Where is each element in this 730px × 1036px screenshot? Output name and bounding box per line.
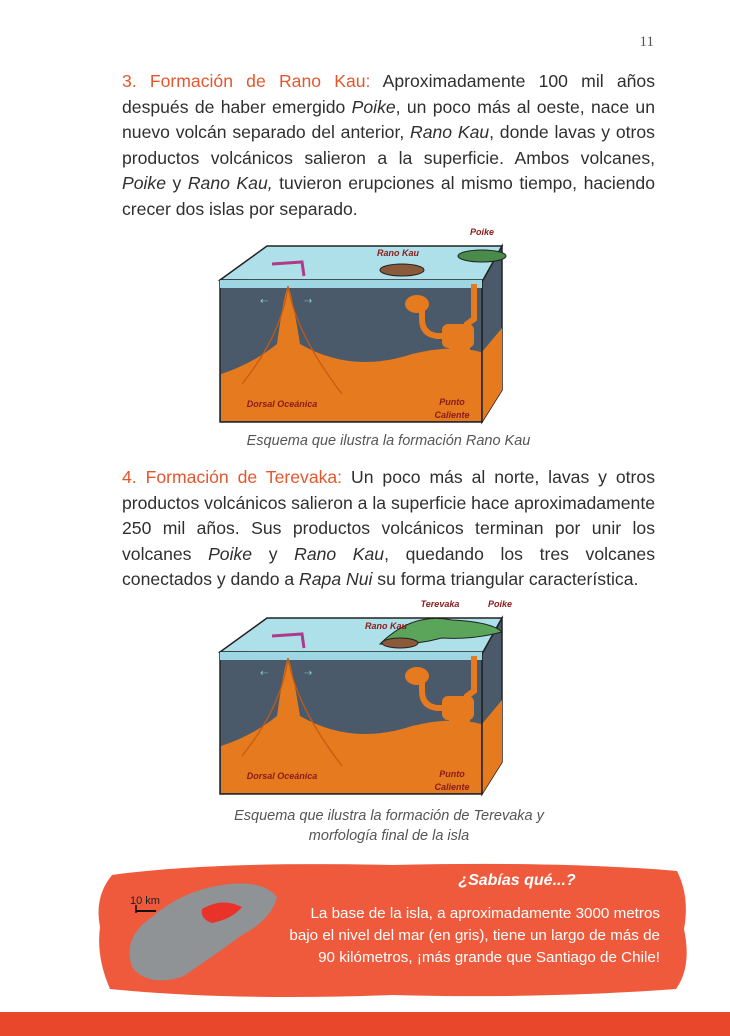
- diagram-1-caption: Esquema que ilustra la formación Rano Kau: [246, 433, 531, 449]
- label-poike: Poike: [487, 599, 512, 609]
- magma-chamber: [405, 295, 429, 313]
- section-4-paragraph: [122, 465, 655, 593]
- text-run: Un poco más al norte, lavas y otros productos volcánicos salieron a la superficie hace aproximadamente 250 mil años. Sus productos volcánicos terminan por unir los volcanes: [122, 467, 655, 564]
- label-caliente: Caliente: [434, 410, 470, 420]
- rano-kau-island: [380, 264, 424, 276]
- text-run: , un poco más al oeste, nace un nuevo volcán separado del anterior,: [122, 96, 655, 143]
- text-run: , donde lavas y otros productos volcánicos salieron a la superficie. Ambos volcanes,: [122, 122, 655, 168]
- text-run: y: [252, 543, 295, 564]
- diagram-2-caption: Esquema que ilustra la formación de Terevaka y morfología final de la isla: [234, 808, 544, 844]
- label-dorsal: Dorsal Oceánica: [246, 771, 318, 781]
- magma-reservoir: [442, 324, 474, 348]
- text-run-italic: Poike: [208, 543, 253, 564]
- magma-reservoir: [442, 696, 474, 720]
- terevaka-formation-diagram: [212, 596, 512, 801]
- rano-kau-island: [382, 638, 418, 648]
- section-3-heading: 3. Formación de Rano Kau:: [122, 71, 371, 91]
- text-run: , quedando los tres volcanes conectados y dando a: [122, 543, 655, 590]
- scale-label: 10 km: [130, 895, 160, 907]
- label-terevaka: Terevaka: [420, 599, 460, 609]
- text-run-italic: Poike: [122, 173, 167, 194]
- label-punto: Punto: [439, 397, 465, 407]
- arrow-right-icon: ⇢: [304, 668, 313, 679]
- label-rano-kau: Rano Kau: [364, 621, 408, 631]
- text-run: Aproximadamente 100 mil años después de haber emergido: [122, 71, 655, 117]
- bottom-bar: [0, 1012, 730, 1036]
- text-run: su forma triangular característica.: [372, 569, 639, 590]
- section-4-heading: 4. Formación de Terevaka:: [122, 467, 343, 487]
- did-you-know-box: [92, 857, 692, 1002]
- text-run: tuvieron erupciones al mismo tiempo, haciendo crecer dos islas por separado.: [122, 173, 655, 219]
- page-number: 11: [639, 34, 654, 50]
- text-run: y: [166, 173, 188, 194]
- text-run-italic: Rano Kau,: [187, 173, 273, 194]
- poike-island: [458, 250, 506, 262]
- label-poike: Poike: [469, 227, 495, 237]
- arrow-left-icon: ⇠: [260, 296, 269, 307]
- label-rano-kau: Rano Kau: [376, 248, 420, 258]
- arrow-left-icon: ⇠: [260, 668, 269, 679]
- arrow-right-icon: ⇢: [304, 296, 313, 307]
- water-layer: [220, 652, 482, 660]
- rano-kau-formation-diagram: [212, 224, 512, 429]
- label-dorsal: Dorsal Oceánica: [246, 399, 318, 409]
- text-run-italic: Poike: [351, 96, 396, 117]
- text-run-italic: Rapa Nui: [299, 569, 373, 590]
- label-caliente: Caliente: [434, 782, 470, 792]
- label-punto: Punto: [439, 769, 465, 779]
- water-surface: [220, 246, 502, 282]
- section-3-paragraph: [122, 69, 655, 223]
- water-layer: [220, 280, 482, 288]
- did-you-know-text: La base de la isla, a aproximadamente 3000 metros bajo el nivel del mar (en gris), tiene un largo de más de 90 kilómetros, ¡más grande que Santiago de Chile!: [289, 905, 660, 966]
- magma-chamber: [405, 667, 429, 685]
- did-you-know-title: ¿Sabías qué...?: [458, 872, 576, 889]
- text-run-italic: Rano Kau: [294, 543, 385, 564]
- text-run-italic: Rano Kau: [410, 122, 490, 143]
